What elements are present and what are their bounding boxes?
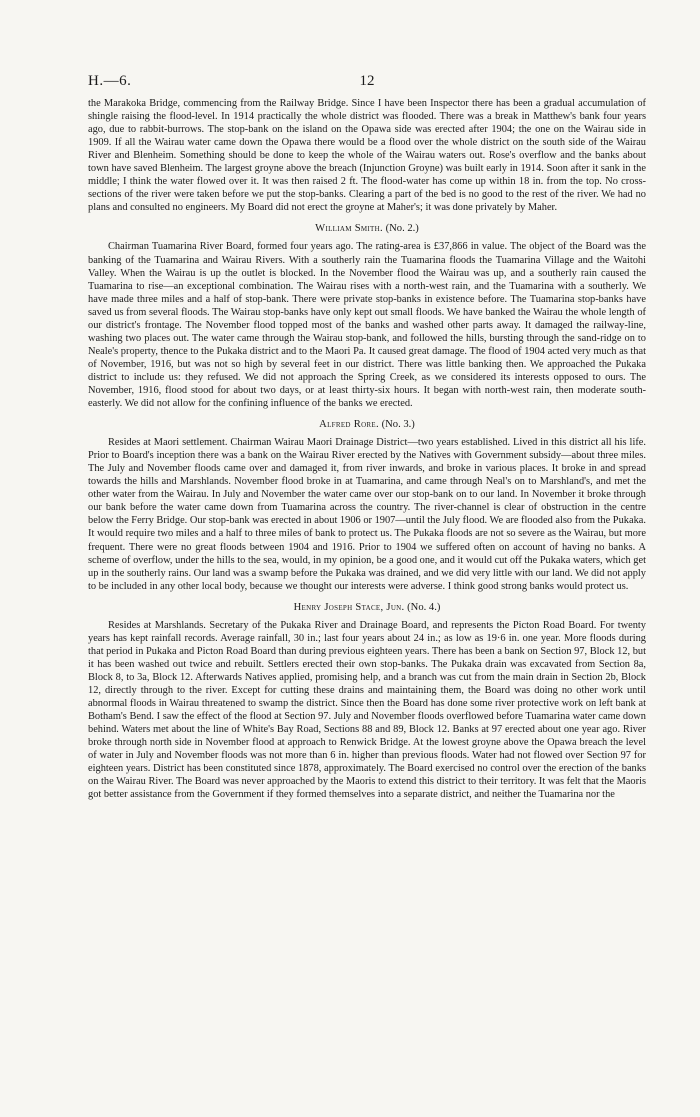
running-header <box>88 73 646 93</box>
witness-name: Henry Joseph Stace, Jun. <box>293 601 405 613</box>
section-heading-stace <box>88 601 646 614</box>
witness-name: Alfred Rore. <box>319 419 379 431</box>
section-heading-smith <box>88 222 646 235</box>
section-heading-rore <box>88 418 646 431</box>
page-number: 12 <box>359 73 375 89</box>
testimony-paragraph: Resides at Maori settlement. Chairman Wairau Maori Drainage District—two years established. Lived in this district all his life. Prior to Board's inception there was a bank on the Wairau River erected by the Natives with Government subsidy—about three miles. The July and November floods came over and damaged it, from river inwards, and broke in various places. It broke in and spread towards the hills and Marshlands. November flood broke in at Tuamarina, and came through Neal's on to Marshland's, and met the other water from the Wairau. In July and November the water came over our stop-bank on to our land. In November it broke through our bank before the water came down from Tuamarina across the country. The river-channel is clear of obstruction in the centre below the Ferry Bridge. Our stop-bank was erected in about 1906 or 1907—until the July flood. We are flooded also from the Pukaka. It would require two miles and a half to three miles of bank to protect us. The Pukaka floods are not so severe as the Wairau, but more frequent. There were no great floods between 1904 and 1916. Prior to 1904 we suffered often on account of having no banks. A scheme of overflow, under the hills to the sea, would, in my opinion, be a good one, and it would cut off the Pukaka waters, which get up in the southerly rains. Our land was a swamp before the Pukaka was drained, and we did very little with our land. We did not apply to be included in any other local body, because we thought our interests were adverse. I think good strong banks would protect us. <box>88 437 646 592</box>
testimony-paragraph: Resides at Marshlands. Secretary of the Pukaka River and Drainage Board, and represents the Picton Road Board. For twenty years has kept rainfall records. Average rainfall, 30 in.; last four years about 24 in.; as low as 19·6 in. one year. More floods during that period in Pukaka and Picton Road Board than during previous eighteen years. There has been a bank on Section 97, Block 12, but it has been washed out twice and rebuilt. Settlers erected their own stop-banks. The Pukaka drain was excavated from Section 8a, Block 8, to 3a, Block 12. Afterwards Natives applied, promising help, and a branch was cut from the main drain in Section 2b, Block 12, directly through to the river. Except for cutting these drains and maintaining them, the Board was doing no other work until abnormal floods in Wairau threatened to swamp the district. Since then the Board has done some river protective work on left bank at Botham's Bend. I saw the effect of the flood at Section 97. July and November floods overflowed before Tuamarina water came down behind. Waters met about the line of White's Bay Road, Sections 88 and 89, Block 12. Banks at 97 erected about one year ago. River broke through north side in November flood at approach to Renwick Bridge. At the lowest groyne above the Opawa breach the level of water in July and November floods was not more than 6 in. higher than previous floods. Water had not flowed over Section 97 for eighteen years. District has been constituted since 1878, approximately. The Board exercised no control over the erection of the banks on the Wairau River. The Board was never approached by the Maoris to extend this district to their territory. It was felt that the Maoris got better assistance from the Government if they formed themselves into a separate district, and neither the Tuamarina nor the <box>88 619 646 801</box>
witness-number: (No. 4.) <box>407 601 441 613</box>
document-body <box>88 97 646 801</box>
witness-number: (No. 3.) <box>381 419 415 431</box>
document-reference: H.—6. <box>88 73 132 89</box>
testimony-paragraph: Chairman Tuamarina River Board, formed four years ago. The rating-area is £37,866 in value. The object of the Board was the banking of the Tuamarina and Wairau Rivers. With a southerly rain the Tuamarina floods the Tuamarina Village and the Waitohi Valley. When the Wairau is up the outlet is blocked. In the November flood the Wairau was up, and a southerly rain caused the Tuamarina to rise—an exceptional combination. The Wairau rises with a north-west rain, and the Tuamarina with a southerly. We have made three miles and a half of stop-bank. There were private stop-banks in existence before. The Tuamarina stop-banks have saved us from several floods. The Wairau stop-banks have only kept out small floods. We have banked the Wairau the whole length of our district's frontage. The November flood topped most of the banks and washed other parts away. It damaged the railway-line, washing two places out. The water came through the Wairau stop-bank, and followed the hills, bursting through the sand-ridge on to Neale's property, thence to the Pukaka district and to the Maori Pa. It caused great damage. The flood of 1904 acted very much as that of November, 1916, but was not so high by several feet in our district. There was little banking then. We approached the Pukaka district to include us: they refused. We did not approach the Spring Creek, as we considered its interests opposed to ours. The November, 1916, flood stood for about two days, or at least thirty-six hours. It began with north-west rain, then moderate south-easterly. We did not allow for the confining influence of the banks we erected. <box>88 241 646 410</box>
witness-name: William Smith. <box>315 223 383 235</box>
witness-number: (No. 2.) <box>385 223 419 235</box>
paragraph-continuation: the Marakoka Bridge, commencing from the Railway Bridge. Since I have been Inspector there has been a gradual accumulation of shingle raising the flood-level. In 1914 practically the whole district was flooded. There was a break in Matthew's bank four years ago, due to rabbit-burrows. The stop-bank on the island on the Opawa side was erected after 1904; the one on the Wairau side in 1909. If all the Wairau water came down the Opawa there would be a flood over the whole district on the south side of the Wairau River and Blenheim. Something should be done to keep the whole of the Wairau waters out. Rose's overflow and the banks about town have saved Blenheim. The largest groyne above the breach (Injunction Groyne) was built early in 1914. Soon after it sank in the middle; I think the water flowed over it. It was then raised 2 ft. The flood-water has come up within 18 in. from the top. No cross-sections of the river were taken before we put the stop-banks. Clearing a part of the bed is no good to the rest of the river. We had no plans and consulted no engineers. My Board did not erect the groyne at Maher's; it was done privately by Maher. <box>88 98 646 214</box>
